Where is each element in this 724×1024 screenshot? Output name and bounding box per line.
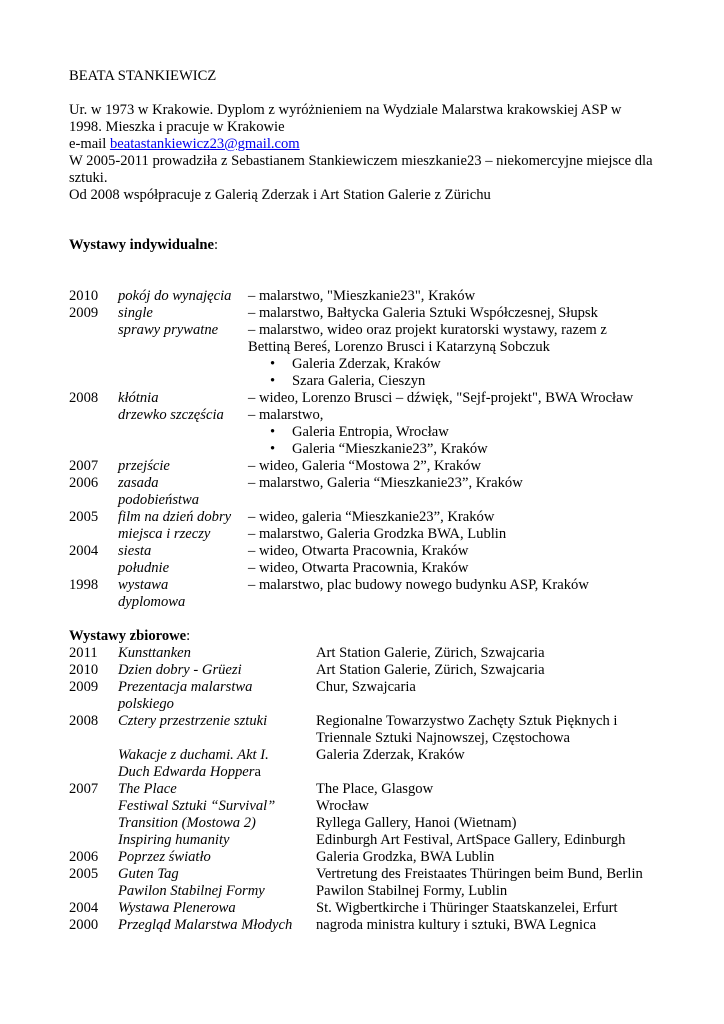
bio-line: sztuki. <box>69 170 108 186</box>
exhibition-place: Art Station Galerie, Zürich, Szwajcaria <box>316 645 545 661</box>
exhibition-desc: – malarstwo, wideo oraz projekt kuratorski wystawy, razem z <box>248 322 607 338</box>
bullet-icon: • <box>270 356 276 372</box>
exhibition-title-text: Przegląd Malarstwa Młodych <box>118 917 293 933</box>
exhibition-place: Triennale Sztuki Najnowszej, Częstochowa <box>316 730 570 746</box>
exhibition-year: 2009 <box>69 679 99 695</box>
exhibition-title: drzewko szczęścia <box>118 407 224 423</box>
exhibition-year: 2005 <box>69 509 99 525</box>
solo-exhibition-row <box>0 526 724 543</box>
exhibition-title: kłótnia <box>118 390 159 406</box>
exhibition-year: 2007 <box>69 781 99 797</box>
exhibition-desc: – wideo, Galeria “Mostowa 2”, Kraków <box>248 458 482 474</box>
solo-exhibition-row <box>0 305 724 322</box>
venue-text: Galeria Zderzak, Kraków <box>292 356 441 372</box>
exhibition-title <box>118 662 242 679</box>
exhibition-title-text: polskiego <box>118 696 174 712</box>
solo-exhibition-row <box>0 390 724 407</box>
exhibition-place: nagroda ministra kultury i sztuki, BWA Legnica <box>316 917 597 933</box>
group-exhibition-row <box>0 917 724 934</box>
exhibition-year: 2008 <box>69 713 99 729</box>
exhibition-title-text: Duch Edwarda Hopper <box>118 764 255 780</box>
exhibition-title-text: Kunsttanken <box>118 645 191 661</box>
exhibition-title <box>118 866 179 883</box>
artist-name: BEATA STANKIEWICZ <box>69 68 217 84</box>
group-exhibitions-heading <box>69 628 190 645</box>
exhibition-title <box>118 917 292 934</box>
exhibition-year: 2006 <box>69 475 99 491</box>
bio-line: W 2005-2011 prowadziła z Sebastianem Stankiewiczem mieszkanie23 – niekomercyjne miejsce dla <box>69 153 653 169</box>
exhibition-place: Wrocław <box>316 798 369 814</box>
exhibition-title <box>118 900 236 917</box>
venue-text: Szara Galeria, Cieszyn <box>292 373 426 389</box>
exhibition-year: 2008 <box>69 390 99 406</box>
email-link[interactable]: beatastankiewicz23@gmail.com <box>109 136 300 152</box>
exhibition-title-text: The Place <box>118 781 177 797</box>
group-exhibition-row <box>0 764 724 781</box>
exhibition-place: Art Station Galerie, Zürich, Szwajcaria <box>316 662 545 678</box>
email-label: e-mail <box>69 136 110 152</box>
venue-text: Galeria Entropia, Wrocław <box>292 424 449 440</box>
solo-venue-bullet-row <box>0 424 724 441</box>
exhibition-title <box>118 849 211 866</box>
exhibition-place: Ryllega Gallery, Hanoi (Wietnam) <box>316 815 517 831</box>
exhibition-desc: – malarstwo, <box>248 407 324 423</box>
exhibition-title: podobieństwa <box>118 492 200 508</box>
exhibition-title: siesta <box>118 543 152 559</box>
exhibition-title <box>118 832 229 849</box>
exhibition-title <box>118 798 275 815</box>
exhibition-year: 2011 <box>69 645 98 661</box>
solo-exhibition-row <box>0 509 724 526</box>
exhibition-year: 2000 <box>69 917 99 933</box>
exhibition-title: pokój do wynajęcia <box>118 288 232 304</box>
exhibition-place: The Place, Glasgow <box>316 781 434 797</box>
exhibition-title-text: Prezentacja malarstwa <box>118 679 253 695</box>
exhibition-desc: – malarstwo, Bałtycka Galeria Sztuki Współczesnej, Słupsk <box>248 305 598 321</box>
exhibition-desc: – wideo, Otwarta Pracownia, Kraków <box>248 560 469 576</box>
bio-line: 1998. Mieszka i pracuje w Krakowie <box>69 119 285 135</box>
bullet-icon: • <box>270 373 276 389</box>
exhibition-title: film na dzień dobry <box>118 509 232 525</box>
exhibition-title <box>118 883 265 900</box>
solo-heading-text: Wystawy indywidualne <box>69 237 215 253</box>
heading-colon: : <box>214 237 219 253</box>
exhibition-desc: – malarstwo, Galeria “Mieszkanie23”, Kraków <box>248 475 523 491</box>
solo-exhibition-row <box>0 492 724 509</box>
solo-venue-bullet-row <box>0 356 724 373</box>
solo-exhibition-row <box>0 407 724 424</box>
exhibition-title-text: Wakacje z duchami. Akt I. <box>118 747 269 763</box>
exhibition-title <box>118 781 177 798</box>
exhibition-title-text: Transition (Mostowa 2) <box>118 815 256 831</box>
solo-exhibitions-heading <box>69 237 218 254</box>
exhibition-desc: – malarstwo, plac budowy nowego budynku ASP, Kraków <box>248 577 589 593</box>
solo-exhibition-row <box>0 288 724 305</box>
solo-exhibition-row <box>0 560 724 577</box>
solo-exhibition-row <box>0 322 724 339</box>
exhibition-title <box>118 713 267 730</box>
solo-exhibition-row <box>0 339 724 356</box>
group-exhibition-row <box>0 900 724 917</box>
group-heading-text: Wystawy zbiorowe <box>69 628 187 644</box>
solo-exhibition-row <box>0 543 724 560</box>
bio-line: Od 2008 współpracuje z Galerią Zderzak i Art Station Galerie z Zürichu <box>69 187 491 203</box>
exhibition-year: 2010 <box>69 662 99 678</box>
exhibition-title-text: Dzien dobry - Grüezi <box>118 662 242 678</box>
exhibition-title: single <box>118 305 153 321</box>
exhibition-desc: – malarstwo, "Mieszkanie23", Kraków <box>248 288 476 304</box>
bullet-icon: • <box>270 441 276 457</box>
exhibition-year: 2006 <box>69 849 99 865</box>
group-exhibition-row <box>0 849 724 866</box>
group-exhibition-row <box>0 645 724 662</box>
exhibition-title <box>118 764 261 781</box>
venue-text: Galeria “Mieszkanie23”, Kraków <box>292 441 488 457</box>
exhibition-year: 2010 <box>69 288 99 304</box>
exhibition-title: południe <box>118 560 170 576</box>
exhibition-title: sprawy prywatne <box>118 322 219 338</box>
exhibition-year: 1998 <box>69 577 99 593</box>
exhibition-year: 2007 <box>69 458 99 474</box>
exhibition-title: dyplomowa <box>118 594 186 610</box>
exhibition-year: 2004 <box>69 900 99 916</box>
group-exhibition-row <box>0 815 724 832</box>
heading-colon: : <box>186 628 191 644</box>
exhibition-year: 2004 <box>69 543 99 559</box>
exhibition-title <box>118 679 252 696</box>
solo-venue-bullet-row <box>0 373 724 390</box>
group-exhibition-row <box>0 883 724 900</box>
exhibition-title <box>118 696 174 713</box>
exhibition-year: 2009 <box>69 305 99 321</box>
exhibition-title <box>118 645 191 662</box>
exhibition-title-text: Pawilon Stabilnej Formy <box>118 883 265 899</box>
exhibition-title <box>118 815 256 832</box>
exhibition-place: Galeria Zderzak, Kraków <box>316 747 465 763</box>
exhibition-title: zasada <box>118 475 159 491</box>
exhibition-desc: – malarstwo, Galeria Grodzka BWA, Lublin <box>248 526 507 542</box>
exhibition-title-text: Guten Tag <box>118 866 179 882</box>
group-exhibition-row <box>0 730 724 747</box>
solo-venue-bullet-row <box>0 441 724 458</box>
exhibition-desc: Bettiną Bereś, Lorenzo Brusci i Katarzyną Sobczuk <box>248 339 550 355</box>
group-exhibition-row <box>0 679 724 696</box>
exhibition-year: 2005 <box>69 866 99 882</box>
exhibition-title <box>118 747 269 764</box>
exhibition-place: Edinburgh Art Festival, ArtSpace Gallery, Edinburgh <box>316 832 626 848</box>
group-exhibition-row <box>0 747 724 764</box>
email-line <box>69 136 300 153</box>
group-exhibition-row <box>0 696 724 713</box>
exhibition-place: Vertretung des Freistaates Thüringen beim Bund, Berlin <box>316 866 643 882</box>
group-exhibition-row <box>0 662 724 679</box>
exhibition-place: Galeria Grodzka, BWA Lublin <box>316 849 495 865</box>
exhibition-title: wystawa <box>118 577 169 593</box>
exhibition-place: Chur, Szwajcaria <box>316 679 416 695</box>
exhibition-title-text: Festiwal Sztuki “Survival” <box>118 798 276 814</box>
group-exhibition-row <box>0 832 724 849</box>
exhibition-place: Pawilon Stabilnej Formy, Lublin <box>316 883 508 899</box>
exhibition-desc: – wideo, Lorenzo Brusci – dźwięk, "Sejf-projekt", BWA Wrocław <box>248 390 634 406</box>
exhibition-title-tail: a <box>254 764 261 780</box>
group-exhibition-row <box>0 713 724 730</box>
exhibition-title-text: Wystawa Plenerowa <box>118 900 236 916</box>
exhibition-desc: – wideo, Otwarta Pracownia, Kraków <box>248 543 469 559</box>
exhibition-title-text: Poprzez światło <box>118 849 211 865</box>
exhibition-desc: – wideo, galeria “Mieszkanie23”, Kraków <box>248 509 495 525</box>
bullet-icon: • <box>270 424 276 440</box>
exhibition-title: miejsca i rzeczy <box>118 526 211 542</box>
bio-line: Ur. w 1973 w Krakowie. Dyplom z wyróżnieniem na Wydziale Malarstwa krakowskiej ASP w <box>69 102 622 118</box>
solo-exhibition-row <box>0 594 724 611</box>
exhibition-place: St. Wigbertkirche i Thüringer Staatskanzelei, Erfurt <box>316 900 618 916</box>
group-exhibition-row <box>0 866 724 883</box>
solo-exhibition-row <box>0 458 724 475</box>
exhibition-place: Regionalne Towarzystwo Zachęty Sztuk Pięknych i <box>316 713 618 729</box>
solo-exhibition-row <box>0 577 724 594</box>
exhibition-title-text: Cztery przestrzenie sztuki <box>118 713 268 729</box>
group-exhibition-row <box>0 798 724 815</box>
solo-exhibition-row <box>0 475 724 492</box>
exhibition-title-text: Inspiring humanity <box>118 832 230 848</box>
exhibition-title: przejście <box>118 458 170 474</box>
group-exhibition-row <box>0 781 724 798</box>
